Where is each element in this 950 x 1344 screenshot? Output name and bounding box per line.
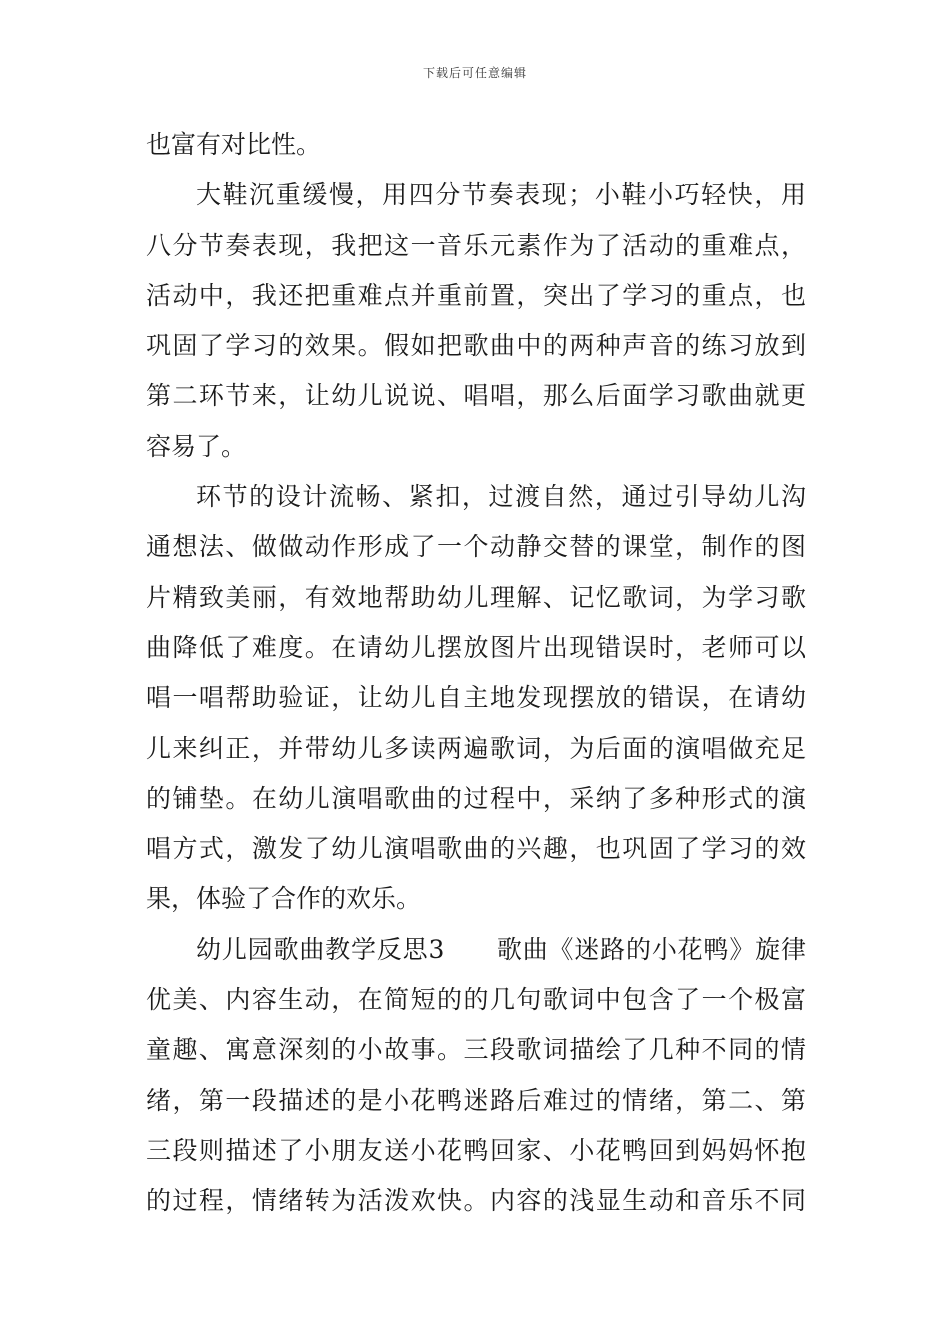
text-line: 巩固了学习的效果。假如把歌曲中的两种声音的练习放到 <box>146 331 806 361</box>
text-line: 八分节奏表现，我把这一音乐元素作为了活动的重难点， <box>146 230 806 260</box>
text-line: 容易了。 <box>146 431 247 461</box>
text-line: 优美、内容生动，在简短的的几句歌词中包含了一个极富 <box>146 985 806 1015</box>
text-line: 的过程，情绪转为活泼欢快。内容的浅显生动和音乐不同 <box>146 1186 806 1216</box>
text-line: 通想法、做做动作形成了一个动静交替的课堂，制作的图 <box>146 532 806 562</box>
text-line: 绪，第一段描述的是小花鸭迷路后难过的情绪，第二、第 <box>146 1085 806 1115</box>
text-line: 的铺垫。在幼儿演唱歌曲的过程中，采纳了多种形式的演 <box>146 783 806 813</box>
text-line: 片精致美丽，有效地帮助幼儿理解、记忆歌词，为学习歌 <box>146 582 806 612</box>
text-line: 童趣、寓意深刻的小故事。三段歌词描绘了几种不同的情 <box>146 1035 806 1065</box>
text-line: 三段则描述了小朋友送小花鸭回家、小花鸭回到妈妈怀抱 <box>146 1135 806 1165</box>
text-line: 唱一唱帮助验证，让幼儿自主地发现摆放的错误，在请幼 <box>146 683 806 713</box>
page-header-note: 下载后可任意编辑 <box>422 66 527 80</box>
text-line: 也富有对比性。 <box>146 130 322 159</box>
text-line: 第二环节来，让幼儿说说、唱唱，那么后面学习歌曲就更 <box>146 381 806 411</box>
text-line: 儿来纠正，并带幼儿多读两遍歌词，为后面的演唱做充足 <box>146 733 806 763</box>
text-line: 曲降低了难度。在请幼儿摆放图片出现错误时，老师可以 <box>146 632 806 662</box>
text-line: 大鞋沉重缓慢，用四分节奏表现；小鞋小巧轻快，用 <box>196 180 806 210</box>
text-line: 幼儿园歌曲教学反思3 歌曲《迷路的小花鸭》旋律 <box>196 934 806 964</box>
text-line: 环节的设计流畅、紧扣，过渡自然，通过引导幼儿沟 <box>196 482 806 512</box>
text-line: 果，体验了合作的欢乐。 <box>146 884 422 914</box>
text-line: 唱方式，激发了幼儿演唱歌曲的兴趣，也巩固了学习的效 <box>146 834 806 864</box>
document-body <box>146 120 806 1227</box>
text-line: 活动中，我还把重难点并重前置，突出了学习的重点，也 <box>146 280 806 310</box>
